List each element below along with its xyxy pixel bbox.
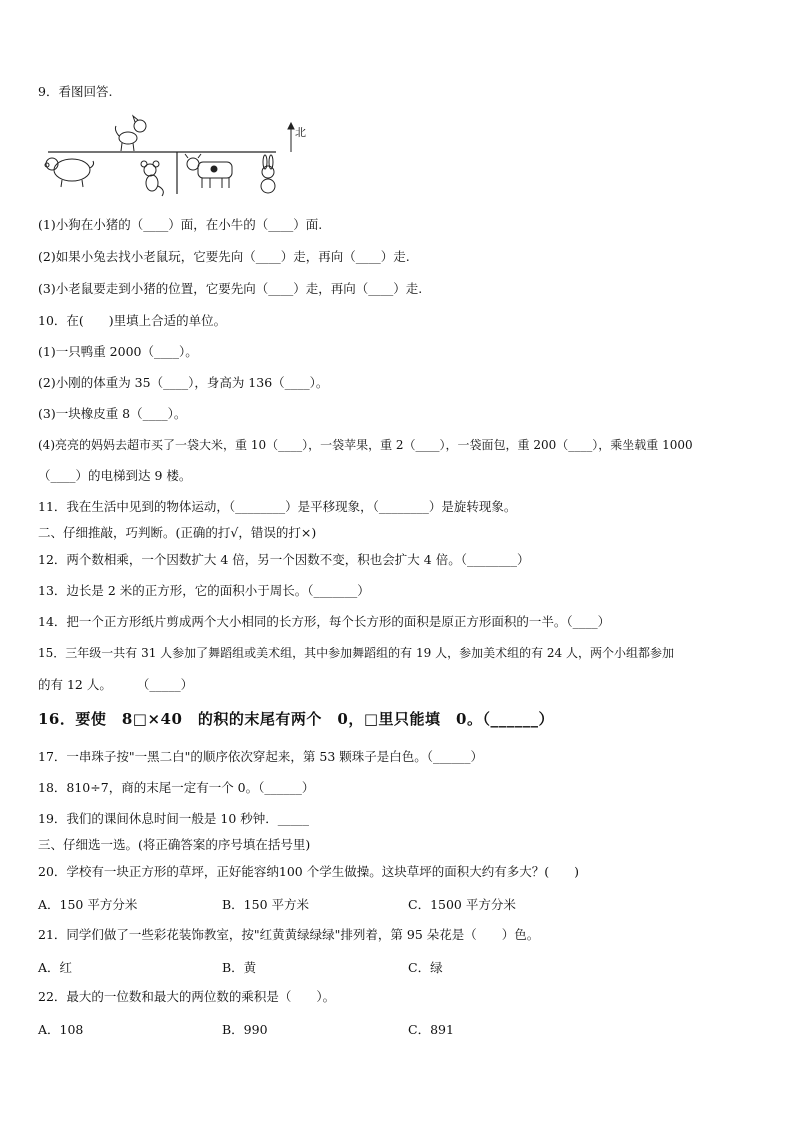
question-9-2: (2)如果小兔去找小老鼠玩，它要先向（____）走，再向（____）走. xyxy=(38,249,410,264)
question-9-1: (1)小狗在小猪的（____）面，在小牛的（____）面. xyxy=(38,217,323,232)
option-c: C．1500 平方分米 xyxy=(408,897,516,912)
option-b: B．990 xyxy=(222,1022,268,1037)
option-b: B．150 平方米 xyxy=(222,897,310,912)
question-18: 18．810÷7，商的末尾一定有一个 0。（______） xyxy=(38,780,315,795)
question-12: 12．两个数相乘，一个因数扩大 4 倍，另一个因数不变，积也会扩大 4 倍。（________） xyxy=(38,552,530,567)
question-10-1: (1)一只鸭重 2000（____）。 xyxy=(38,344,198,359)
section-3-heading: 三、仔细选一选。(将正确答案的序号填在括号里) xyxy=(38,837,311,852)
option-c: C．绿 xyxy=(408,960,443,975)
option-a: A．108 xyxy=(38,1022,84,1037)
rabbit-icon xyxy=(261,155,275,193)
question-21: 21．同学们做了一些彩花装饰教室，按"红黄黄绿绿绿"排列着，第 95 朵花是（ ）色。 xyxy=(38,927,540,942)
question-17: 17．一串珠子按"一黑二白"的顺序依次穿起来，第 53 颗珠子是白色。（______） xyxy=(38,749,484,764)
option-c: C．891 xyxy=(408,1022,454,1037)
dog-icon xyxy=(115,116,146,151)
question-9-3: (3)小老鼠要走到小猪的位置，它要先向（____）走，再向（____）走. xyxy=(38,281,423,296)
question-20: 20．学校有一块正方形的草坪，正好能容纳100 个学生做操。这块草坪的面积大约有多大？( ) xyxy=(38,864,579,879)
option-a: A．150 平方分米 xyxy=(38,897,138,912)
north-label: 北 xyxy=(295,126,306,139)
question-13: 13．边长是 2 米的正方形，它的面积小于周长。（_______） xyxy=(38,583,370,598)
question-15-line1: 15．三年级一共有 31 人参加了舞蹈组或美术组，其中参加舞蹈组的有 19 人，参加美术组的有 24 人，两个小组都参加 xyxy=(38,646,674,660)
section-2-heading: 二、仔细推敲，巧判断。(正确的打√，错误的打×) xyxy=(38,525,317,540)
direction-map-figure xyxy=(36,112,306,198)
question-9: 9．看图回答. xyxy=(38,84,113,99)
question-10: 10．在( )里填上合适的单位。 xyxy=(38,313,227,328)
option-a: A．红 xyxy=(38,960,73,975)
question-22: 22．最大的一位数和最大的两位数的乘积是（ ）。 xyxy=(38,989,336,1004)
question-10-3: (3)一块橡皮重 8（____）。 xyxy=(38,406,187,421)
question-10-4-line1: (4)亮亮的妈妈去超市买了一袋大米，重 10（____），一袋苹果，重 2（____），一袋面包，重 200（____），乘坐载重 1000 xyxy=(38,438,693,452)
question-16: 16．要使 8□×40 的积的末尾有两个 0，□里只能填 0。（______） xyxy=(38,710,554,728)
cow-icon xyxy=(185,154,232,188)
question-11: 11．我在生活中见到的物体运动，（________）是平移现象，（________）是旋转现象。 xyxy=(38,499,517,514)
north-arrow-icon xyxy=(288,123,294,152)
question-19: 19．我们的课间休息时间一般是 10 秒钟．_____ xyxy=(38,811,310,826)
pig-icon xyxy=(45,158,94,187)
mouse-icon xyxy=(141,161,163,196)
question-10-2: (2)小刚的体重为 35（____），身高为 136（____）。 xyxy=(38,375,329,390)
option-b: B．黄 xyxy=(222,960,257,975)
question-15-line2: 的有 12 人。 （_____） xyxy=(38,677,194,692)
question-14: 14．把一个正方形纸片剪成两个大小相同的长方形，每个长方形的面积是原正方形面积的一半。（____） xyxy=(38,614,611,629)
question-10-4-line2: （____）的电梯到达 9 楼。 xyxy=(38,468,192,483)
